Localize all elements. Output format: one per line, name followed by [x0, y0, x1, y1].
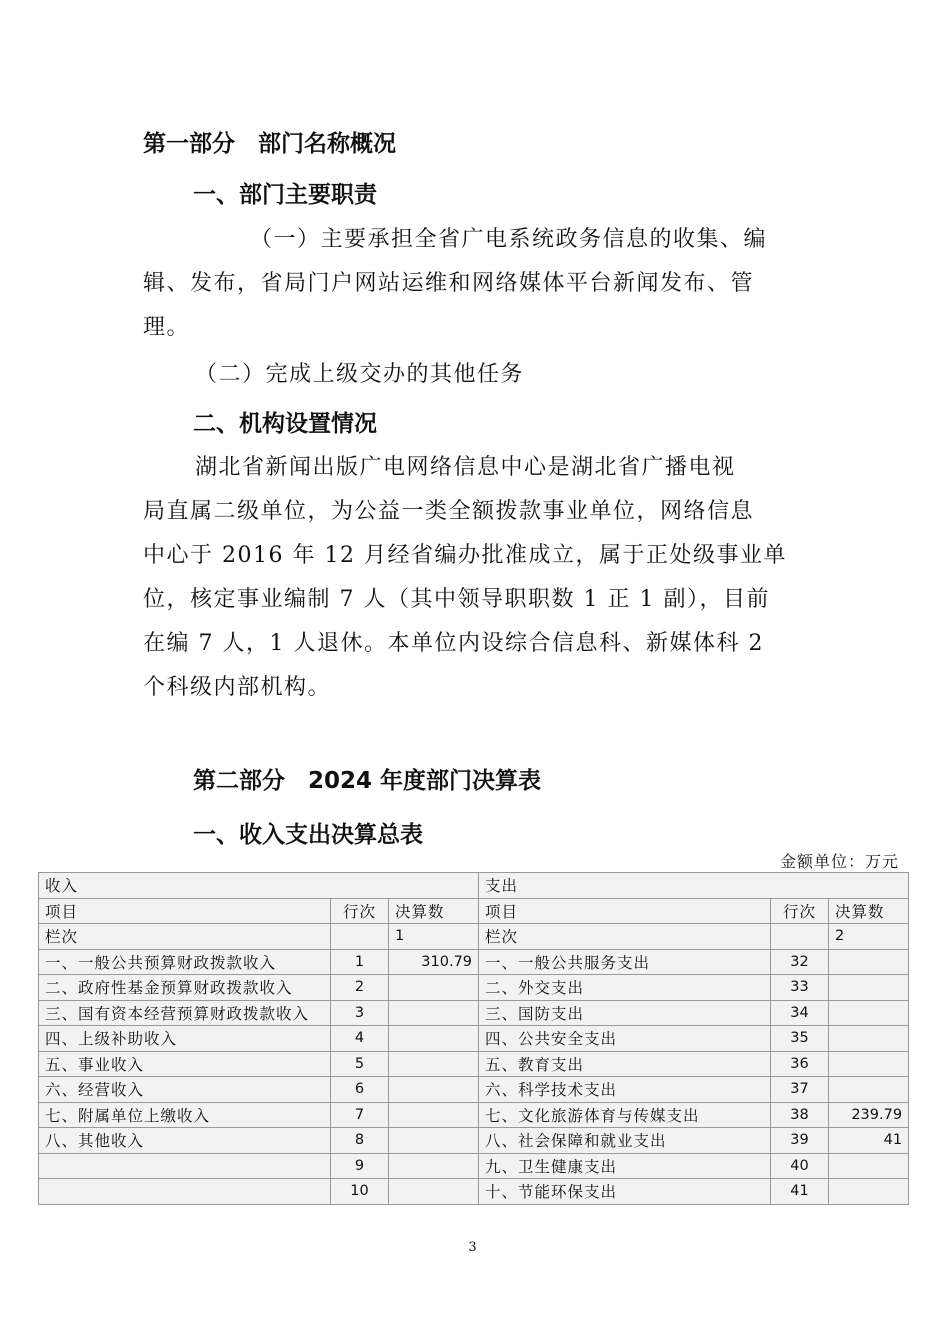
expense-item: 二、外交支出: [479, 975, 771, 1001]
table-column-row: [39, 898, 909, 924]
income-item: 一、一般公共预算财政拨款收入: [39, 949, 331, 975]
paragraph-line: 在编 7 人，1 人退休。本单位内设综合信息科、新媒体科 2: [143, 631, 764, 656]
table-row: [39, 1000, 909, 1026]
expense-amount: [829, 1000, 909, 1026]
income-amount: [389, 1153, 479, 1179]
table-row: [39, 1077, 909, 1103]
table-lanci-row: [39, 924, 909, 950]
income-row-no: 10: [331, 1179, 389, 1205]
income-row-no: 7: [331, 1102, 389, 1128]
amount-unit: 金额单位：万元: [779, 852, 899, 871]
paragraph-line: 局直属二级单位，为公益一类全额拨款事业单位，网络信息: [143, 499, 755, 524]
part2-title: 第二部分 2024 年度部门决算表: [193, 768, 542, 794]
income-amount: [389, 975, 479, 1001]
expense-row-no: 40: [771, 1153, 829, 1179]
table-title: 一、收入支出决算总表: [193, 822, 423, 848]
expense-item: 一、一般公共服务支出: [479, 949, 771, 975]
part1-title: 第一部分 部门名称概况: [143, 131, 396, 157]
paragraph-line: （二）完成上级交办的其他任务: [195, 362, 525, 387]
col-row: 行次: [771, 898, 829, 924]
income-item: 三、国有资本经营预算财政拨款收入: [39, 1000, 331, 1026]
expense-amount: [829, 949, 909, 975]
income-header: 收入: [39, 873, 479, 899]
expense-row-no: 37: [771, 1077, 829, 1103]
expense-amount: 239.79: [829, 1102, 909, 1128]
table-row: [39, 1102, 909, 1128]
table-header-row: [39, 873, 909, 899]
expense-item: 三、国防支出: [479, 1000, 771, 1026]
expense-item: 五、教育支出: [479, 1051, 771, 1077]
empty-cell: [331, 924, 389, 950]
expense-header: 支出: [479, 873, 909, 899]
income-item: 六、经营收入: [39, 1077, 331, 1103]
col-row: 行次: [331, 898, 389, 924]
col-no-income: 1: [389, 924, 479, 950]
expense-item: 六、科学技术支出: [479, 1077, 771, 1103]
empty-cell: [771, 924, 829, 950]
expense-row-no: 32: [771, 949, 829, 975]
expense-amount: [829, 1051, 909, 1077]
expense-row-no: 35: [771, 1026, 829, 1052]
income-item: 八、其他收入: [39, 1128, 331, 1154]
section2-title: 二、机构设置情况: [193, 411, 377, 437]
income-item: 七、附属单位上缴收入: [39, 1102, 331, 1128]
paragraph-line: （一）主要承担全省广电系统政务信息的收集、编: [250, 227, 768, 252]
income-row-no: 9: [331, 1153, 389, 1179]
income-amount: [389, 1128, 479, 1154]
table-row: [39, 1051, 909, 1077]
expense-amount: [829, 1026, 909, 1052]
table-row: [39, 975, 909, 1001]
income-amount: [389, 1179, 479, 1205]
income-amount: [389, 1000, 479, 1026]
table-row: [39, 1026, 909, 1052]
income-expense-table: [38, 872, 909, 1205]
table-row: [39, 1128, 909, 1154]
expense-amount: [829, 975, 909, 1001]
income-row-no: 5: [331, 1051, 389, 1077]
expense-amount: 41: [829, 1128, 909, 1154]
income-amount: [389, 1026, 479, 1052]
expense-row-no: 38: [771, 1102, 829, 1128]
income-row-no: 3: [331, 1000, 389, 1026]
col-amount: 决算数: [389, 898, 479, 924]
expense-row-no: 36: [771, 1051, 829, 1077]
income-item: [39, 1153, 331, 1179]
table-row: [39, 1179, 909, 1205]
income-amount: [389, 1077, 479, 1103]
table-row: [39, 949, 909, 975]
paragraph-line: 位，核定事业编制 7 人（其中领导职职数 1 正 1 副），目前: [143, 587, 770, 612]
paragraph-line: 湖北省新闻出版广电网络信息中心是湖北省广播电视: [195, 455, 736, 480]
col-no-expense: 2: [829, 924, 909, 950]
page-number: 3: [468, 1240, 477, 1255]
income-amount: [389, 1051, 479, 1077]
income-item: [39, 1179, 331, 1205]
paragraph-line: 辑、发布，省局门户网站运维和网络媒体平台新闻发布、管: [143, 271, 755, 296]
income-row-no: 4: [331, 1026, 389, 1052]
expense-amount: [829, 1179, 909, 1205]
expense-item: 四、公共安全支出: [479, 1026, 771, 1052]
expense-row-no: 41: [771, 1179, 829, 1205]
paragraph-line: 个科级内部机构。: [143, 675, 332, 700]
expense-amount: [829, 1153, 909, 1179]
table-row: [39, 1153, 909, 1179]
lanci-label: 栏次: [479, 924, 771, 950]
income-item: 四、上级补助收入: [39, 1026, 331, 1052]
section1-title: 一、部门主要职责: [193, 182, 377, 208]
col-amount: 决算数: [829, 898, 909, 924]
col-item: 项目: [39, 898, 331, 924]
expense-row-no: 34: [771, 1000, 829, 1026]
expense-item: 九、卫生健康支出: [479, 1153, 771, 1179]
income-row-no: 8: [331, 1128, 389, 1154]
col-item: 项目: [479, 898, 771, 924]
expense-item: 十、节能环保支出: [479, 1179, 771, 1205]
paragraph-line: 中心于 2016 年 12 月经省编办批准成立，属于正处级事业单: [143, 543, 787, 568]
expense-item: 八、社会保障和就业支出: [479, 1128, 771, 1154]
expense-item: 七、文化旅游体育与传媒支出: [479, 1102, 771, 1128]
income-row-no: 2: [331, 975, 389, 1001]
income-amount: [389, 1102, 479, 1128]
income-item: 五、事业收入: [39, 1051, 331, 1077]
expense-row-no: 39: [771, 1128, 829, 1154]
income-amount: 310.79: [389, 949, 479, 975]
income-row-no: 6: [331, 1077, 389, 1103]
income-item: 二、政府性基金预算财政拨款收入: [39, 975, 331, 1001]
lanci-label: 栏次: [39, 924, 331, 950]
paragraph-line: 理。: [143, 315, 191, 340]
expense-amount: [829, 1077, 909, 1103]
income-row-no: 1: [331, 949, 389, 975]
expense-row-no: 33: [771, 975, 829, 1001]
